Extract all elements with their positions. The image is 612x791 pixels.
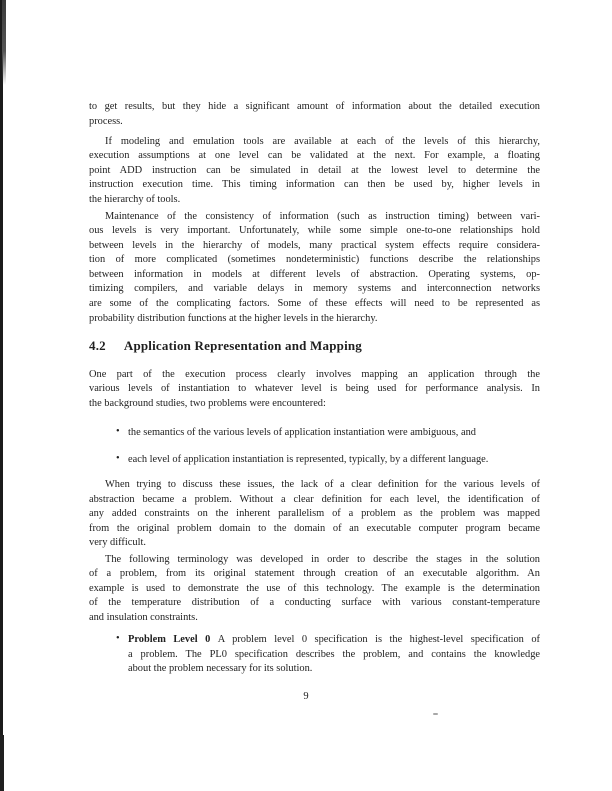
text-line: to get results, but they hide a significant amount of information about the detailed execution	[89, 101, 540, 112]
text-line: probability distribution functions at the higher levels in the hierarchy.	[89, 312, 378, 324]
scan-artifact-top-smudge	[2, 0, 6, 85]
text-line: tion of more complicated (sometimes nondeterministic) functions describe the relationships	[89, 254, 540, 266]
text-line: between information in models at different levels of abstraction. Operating systems, op-	[89, 268, 540, 280]
text-line: from the original problem domain to the domain of an executable computer program became	[89, 522, 540, 534]
section-number: 4.2	[89, 338, 106, 353]
paragraph	[89, 368, 540, 412]
text-line: the background studies, two problems were encountered:	[89, 397, 326, 409]
text-line: are some of the complicating factors. Some of these effects will need to be represented as	[89, 298, 540, 310]
text-line: If modeling and emulation tools are available at each of the levels of this hierarchy,	[105, 135, 540, 147]
text-line: abstraction became a problem. Without a clear definition for each level, the identification of	[89, 493, 540, 505]
text-line: The following terminology was developed in order to describe the stages in the solution	[105, 553, 540, 565]
text-line: and insulation constraints.	[89, 611, 198, 623]
text-line: timizing compilers, and variable delays in memory systems and interconnection networks	[89, 283, 540, 295]
text-line: ous levels is very important. Unfortunately, while some simple one-to-one relationships hold	[89, 225, 540, 237]
page-number: 9	[303, 691, 309, 702]
text-line: of a problem, from its original statement through creation of an executable algorithm. An	[89, 568, 540, 580]
text-line: process.	[89, 115, 123, 127]
paragraph	[89, 135, 540, 208]
text-line: any added constraints on the inherent parallelism of a problem as the problem was mapped	[89, 508, 540, 520]
text-line: of the temperature distribution of a conducting surface with various constant-temperature	[89, 597, 540, 609]
text-line: each level of application instantiation is represented, typically, by a different language.	[128, 454, 489, 465]
paragraph	[89, 553, 540, 626]
scan-artifact-bottom-edge	[0, 735, 4, 791]
text-line: very difficult.	[89, 537, 146, 549]
bullet-icon: •	[116, 426, 120, 437]
paragraph	[89, 210, 540, 327]
text-line: execution assumptions at one level can be validated at the next. For example, a floating	[89, 150, 540, 162]
bullet-icon: •	[116, 453, 120, 464]
bold-lead: Problem Level 0	[128, 634, 218, 645]
text-line: the hierarchy of tools.	[89, 193, 181, 205]
paragraph	[89, 478, 540, 551]
text-line: instruction execution time. This timing information can then be used by, higher levels in	[89, 179, 540, 191]
text-line: a problem. The PL0 specification describes the problem, and contains the knowledge	[128, 648, 540, 660]
bullet-icon: •	[116, 633, 120, 644]
section-title: Application Representation and Mapping	[123, 338, 363, 353]
text-line: When trying to discuss these issues, the lack of a clear definition for the various levels of	[105, 479, 540, 490]
section-heading	[89, 337, 540, 354]
text-line: between levels in the hierarchy of models, many practical system effects require considera-	[89, 239, 540, 251]
text-line: Maintenance of the consistency of information (such as instruction timing) between vari-	[105, 210, 540, 222]
list-item	[89, 453, 540, 468]
text-line: example is used to demonstrate the use of this technology. The example is the determination	[89, 582, 540, 594]
text-line: point ADD instruction can be simulated in detail at the lowest level to determine the	[89, 164, 540, 176]
scan-artifact-left-edge	[0, 0, 3, 791]
text-line: the semantics of the various levels of application instantiation were ambiguous, and	[128, 427, 476, 438]
text-line: One part of the execution process clearly involves mapping an application through the	[89, 368, 540, 380]
text-line: Problem Level 0 A problem level 0 specification is the highest-level specification of	[128, 634, 540, 645]
page-content	[89, 0, 540, 791]
list-item	[89, 426, 540, 441]
paragraph	[89, 100, 540, 129]
list-item	[89, 633, 540, 677]
text-line: various levels of instantiation to whatever level is being used for performance analysis. In	[89, 383, 540, 395]
text-line: about the problem necessary for its solution.	[128, 663, 313, 675]
